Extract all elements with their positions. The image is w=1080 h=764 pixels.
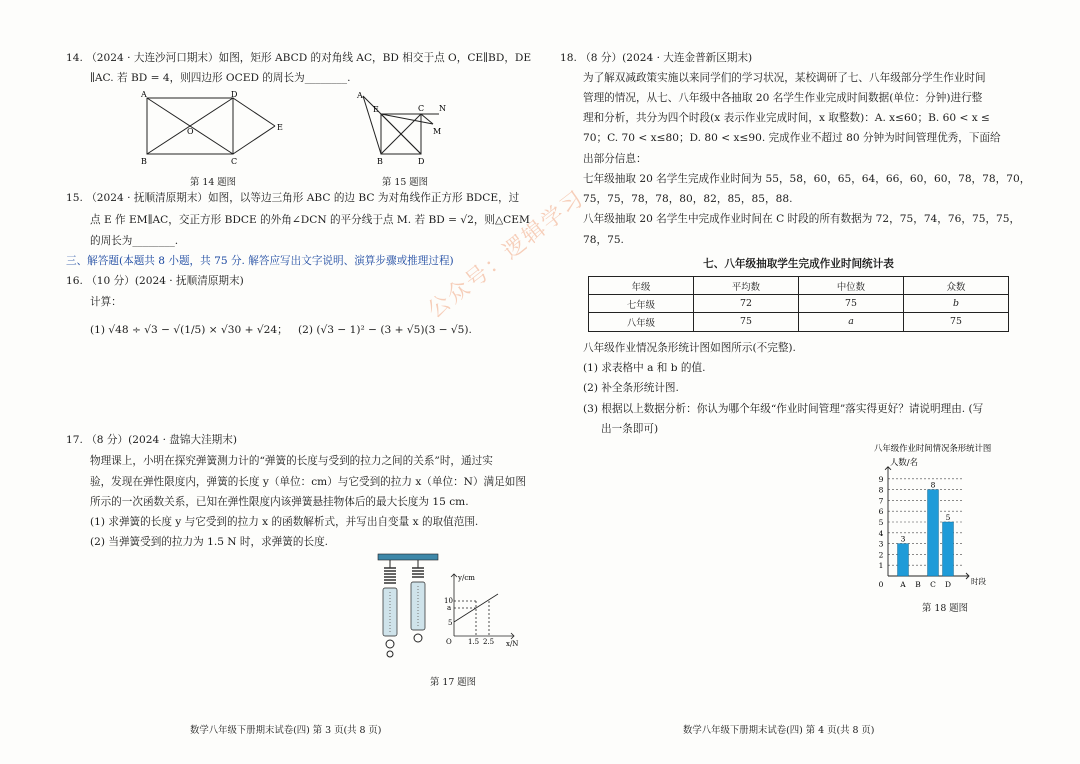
fig18-caption: 第 18 题图 xyxy=(922,603,969,614)
fig17-x1: 1.5 xyxy=(468,638,480,646)
table-cell: a xyxy=(799,313,904,331)
fig14-label-D: D xyxy=(231,90,238,99)
q17-line4: 所示的一次函数关系，已知在弹性限度内该弹簧悬挂物体后的最大长度为 15 cm. xyxy=(90,496,469,508)
table-cell: 七年级 xyxy=(589,295,694,313)
q18-line7: 七年级抽取 20 名学生完成作业时间为 55，58，60，65，64，66，60，60，78，78，70， xyxy=(583,173,1031,185)
q18-line8: 75，75，78，78，80，82，85，85，88. xyxy=(583,193,793,205)
fig17-spring-scale-1 xyxy=(383,560,397,657)
fig17-support-bar xyxy=(378,554,438,560)
chart-ylabel: 人数/名 xyxy=(890,457,918,467)
table-cell: b xyxy=(904,295,1009,313)
chart-ytick-label: 9 xyxy=(878,474,884,484)
fig15-label-N: N xyxy=(439,104,446,113)
chart-origin-label: 0 xyxy=(878,580,884,589)
q18-line6: 出部分信息： xyxy=(583,153,647,165)
table-cell: 72 xyxy=(694,295,799,313)
footer-right: 数学八年级下册期末试卷(四) 第 4 页(共 8 页) xyxy=(683,725,875,736)
q18-sub3: (3) 根据以上数据分析：你认为哪个年级“作业时间管理”落实得更好？请说明理由. (写 xyxy=(583,403,984,415)
q14-line1: 14. （2024 · 大连沙河口期末）如图，矩形 ABCD 的对角线 AC，BD 相交于点 O，CE∥BD，DE xyxy=(66,52,532,64)
q18-after-table: 八年级作业情况条形统计图如图所示(不完整). xyxy=(583,342,796,354)
section-3-heading: 三、解答题(本题共 8 小题，共 75 分. 解答应写出文字说明、演算步骤或推理过程) xyxy=(66,255,454,267)
fig17-graph xyxy=(451,574,514,639)
table-cell: 75 xyxy=(799,295,904,313)
chart-ytick-label: 4 xyxy=(878,528,884,538)
chart-ytick-label: 1 xyxy=(878,561,884,571)
bar-chart-grade8 xyxy=(868,438,1018,590)
chart-ytick-label: 8 xyxy=(878,485,884,495)
table-cell: 八年级 xyxy=(589,313,694,331)
fig17-ylabel: y/cm xyxy=(458,574,475,582)
chart-data-label-D: 5 xyxy=(945,513,951,522)
footer-left: 数学八年级下册期末试卷(四) 第 3 页(共 8 页) xyxy=(190,725,382,736)
chart-data-label-A: 3 xyxy=(900,534,906,544)
chart-bar-A xyxy=(898,544,909,576)
q18-line4: 理和分析，共分为四个时段(x 表示作业完成时间，x 取整数)：A. x≤60；B. 60 < x ≤ xyxy=(583,112,990,124)
chart-xlabel: 时段 xyxy=(971,577,986,586)
q18-sub2: (2) 补全条形统计图. xyxy=(583,382,679,394)
table-cell: 75 xyxy=(904,313,1009,331)
fig17-spring-scale-2 xyxy=(411,560,425,642)
fig15-label-E: E xyxy=(373,105,379,114)
fig17-y10: 10 xyxy=(444,597,453,605)
fig14-label-B: B xyxy=(141,157,147,166)
fig17-origin: O xyxy=(446,638,452,646)
q15-line2: 点 E 作 EM∥AC，交正方形 BDCE 的外角∠DCN 的平分线于点 M. 若 BD = √2，则△CEM xyxy=(90,214,530,226)
stat-table xyxy=(588,276,1009,332)
fig17-x2: 2.5 xyxy=(483,638,495,646)
fig14-label-A: A xyxy=(141,90,147,99)
table-header-cell: 中位数 xyxy=(799,277,904,295)
q18-line10: 78，75. xyxy=(583,234,624,246)
q17-line1: 17. （8 分）(2024 · 盘锦大洼期末) xyxy=(66,434,237,446)
fig15-label-C: C xyxy=(418,104,425,113)
q18-line2: 为了解双减政策实施以来同学们的学习状况，某校调研了七、八年级部分学生作业时间 xyxy=(583,72,986,84)
chart-data-label-C: 8 xyxy=(930,480,936,490)
q18-sub1: (1) 求表格中 a 和 b 的值. xyxy=(583,362,706,374)
q16-line2: 计算： xyxy=(90,296,122,308)
fig14-label-E: E xyxy=(277,123,283,132)
q16-part2: (2) (√3 − 1)² − (3 + √5)(3 − √5). xyxy=(298,324,472,336)
chart-ytick-label: 2 xyxy=(878,550,884,560)
figure-17 xyxy=(372,550,522,662)
chart-ytick-label: 5 xyxy=(878,518,884,527)
table-header-cell: 年级 xyxy=(589,277,694,295)
q18-line9: 八年级抽取 20 名学生中完成作业时间在 C 时段的所有数据为 72，75，74，76，75，75， xyxy=(583,213,1021,225)
q18-line1: 18. （8 分）(2024 · 大连金普新区期末) xyxy=(560,52,753,64)
chart-bar-C xyxy=(928,490,939,576)
fig17-caption: 第 17 题图 xyxy=(430,677,477,688)
fig14-label-O: O xyxy=(187,127,194,136)
q17-line2: 物理课上，小明在探究弹簧测力计的“弹簧的长度与受到的拉力之间的关系”时，通过实 xyxy=(90,455,493,467)
q18-line3: 管理的情况，从七、八年级中各抽取 20 名学生作业完成时间数据(单位：分钟)进行整 xyxy=(583,92,983,104)
fig15-label-A: A xyxy=(357,91,363,100)
fig15-label-D: D xyxy=(418,157,425,166)
q15-line3: 的周长为________. xyxy=(90,235,179,247)
fig17-y5: 5 xyxy=(448,619,453,627)
q17-line3: 验，发现在弹性限度内，弹簧的长度 y（单位：cm）与它受到的拉力 x（单位：N）满足如图 xyxy=(90,476,526,488)
table-row xyxy=(589,295,1009,313)
watermark: 公众号：逻辑学习 xyxy=(423,185,590,324)
q18-sub3-cont: 出一条即可) xyxy=(601,423,659,435)
table-cell: 75 xyxy=(694,313,799,331)
chart-bar-D xyxy=(943,522,954,576)
q14-line2: ∥AC. 若 BD = 4，则四边形 OCED 的周长为________. xyxy=(90,72,351,84)
chart-ytick-label: 7 xyxy=(878,496,884,506)
figure-15 xyxy=(355,88,455,170)
chart-category-label-D: D xyxy=(944,580,952,589)
q16-line1: 16. （10 分）(2024 · 抚顺清原期末) xyxy=(66,275,244,287)
table-header-row xyxy=(589,277,1009,295)
figure-14 xyxy=(135,88,295,170)
table-header-cell: 平均数 xyxy=(694,277,799,295)
fig15-label-M: M xyxy=(433,127,442,136)
q16-part1: (1) √48 ÷ √3 − √(1/5) × √30 + √24； xyxy=(90,324,288,336)
chart-ytick-label: 6 xyxy=(878,507,884,517)
q18-line5: 70；C. 70 < x≤80；D. 80 < x≤90. 完成作业不超过 80 分钟为时间管理优秀，下面给 xyxy=(583,132,1001,144)
fig17-xlabel: x/N xyxy=(506,640,519,648)
fig17-ya: a xyxy=(447,604,452,612)
table-row xyxy=(589,313,1009,331)
q17-line6: (2) 当弹簧受到的拉力为 1.5 N 时，求弹簧的长度. xyxy=(90,536,329,548)
chart-category-label-B: B xyxy=(915,580,921,589)
q15-line1: 15. （2024 · 抚顺清原期末）如图，以等边三角形 ABC 的边 BC 为对角线作正方形 BDCE，过 xyxy=(66,192,520,204)
q17-line5: (1) 求弹簧的长度 y 与它受到的拉力 x 的函数解析式，并写出自变量 x 的取值范围. xyxy=(90,516,479,528)
fig15-caption: 第 15 题图 xyxy=(382,177,429,188)
fig14-caption: 第 14 题图 xyxy=(190,177,237,188)
fig14-label-C: C xyxy=(231,157,238,166)
fig15-label-B: B xyxy=(377,157,383,166)
table-header-cell: 众数 xyxy=(904,277,1009,295)
chart-title: 八年级作业时间情况条形统计图 xyxy=(874,443,992,453)
chart-category-label-A: A xyxy=(900,580,906,589)
chart-category-label-C: C xyxy=(930,580,936,589)
chart-ytick-label: 3 xyxy=(878,539,884,549)
stat-table-title: 七、八年级抽取学生完成作业时间统计表 xyxy=(703,258,894,270)
